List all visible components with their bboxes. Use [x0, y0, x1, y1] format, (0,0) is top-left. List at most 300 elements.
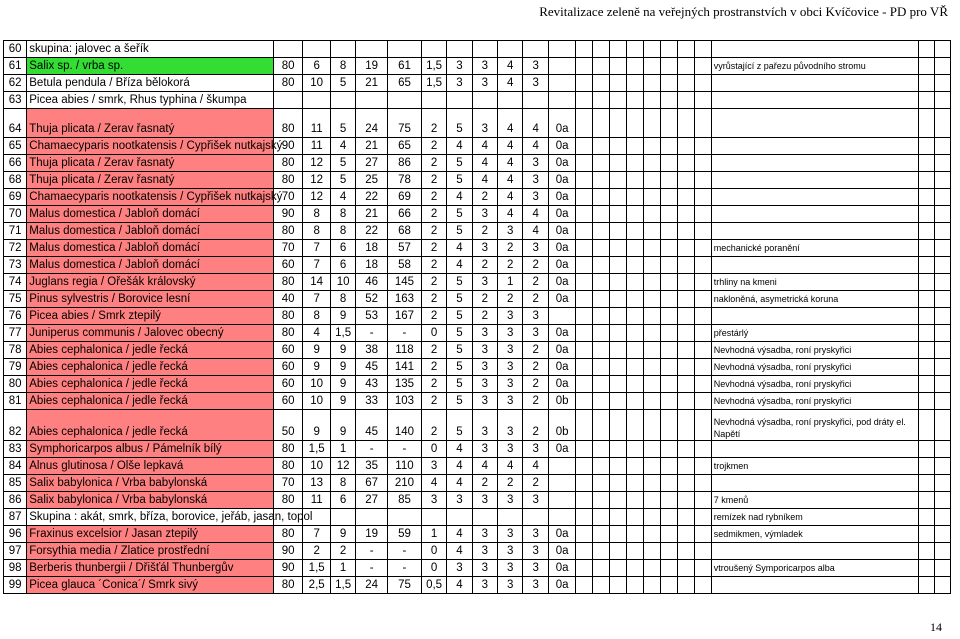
empty-cell: [694, 291, 711, 308]
value-cell: 2: [421, 206, 446, 223]
species-name: Abies cephalonica / jedle řecká: [27, 359, 274, 376]
value-cell: [388, 41, 422, 58]
value-cell: 5: [447, 274, 472, 291]
row-number: 82: [4, 410, 27, 441]
value-cell: 5: [447, 359, 472, 376]
value-cell: [356, 41, 388, 58]
value-cell: 4: [523, 223, 548, 240]
empty-cell: [627, 240, 644, 257]
value-cell: 2: [330, 543, 355, 560]
value-cell: [421, 41, 446, 58]
value-cell: 4: [498, 155, 523, 172]
category-cell: 0a: [548, 223, 576, 240]
empty-cell: [593, 41, 610, 58]
empty-cell: [694, 475, 711, 492]
empty-cell: [627, 172, 644, 189]
empty-cell: [627, 359, 644, 376]
empty-cell: [660, 206, 677, 223]
empty-cell: [644, 58, 661, 75]
value-cell: 60: [273, 359, 303, 376]
empty-cell: [593, 155, 610, 172]
value-cell: 60: [273, 257, 303, 274]
empty-cell: [627, 393, 644, 410]
row-number: 72: [4, 240, 27, 257]
empty-cell: [576, 257, 593, 274]
empty-cell: [644, 109, 661, 138]
empty-cell: [694, 359, 711, 376]
value-cell: 3: [472, 376, 497, 393]
empty-cell: [644, 526, 661, 543]
species-name: Thuja plicata / Zerav řasnatý: [27, 172, 274, 189]
value-cell: [523, 509, 548, 526]
value-cell: 1: [330, 441, 355, 458]
empty-cell: [660, 376, 677, 393]
value-cell: 3: [523, 155, 548, 172]
empty-cell: [919, 560, 935, 577]
empty-cell: [610, 458, 627, 475]
empty-cell: [934, 189, 950, 206]
empty-cell: [576, 206, 593, 223]
empty-cell: [934, 206, 950, 223]
empty-cell: [610, 342, 627, 359]
species-name: Forsythia media / Zlatice prostřední: [27, 543, 274, 560]
empty-cell: [677, 58, 694, 75]
value-cell: [356, 509, 388, 526]
value-cell: 2: [421, 342, 446, 359]
value-cell: 4: [447, 441, 472, 458]
value-cell: 12: [303, 189, 331, 206]
empty-cell: [593, 92, 610, 109]
empty-cell: [677, 274, 694, 291]
category-cell: 0a: [548, 274, 576, 291]
note-cell: [711, 189, 918, 206]
empty-cell: [576, 325, 593, 342]
empty-cell: [576, 308, 593, 325]
empty-cell: [677, 543, 694, 560]
value-cell: 0,5: [421, 577, 446, 594]
value-cell: 2: [523, 393, 548, 410]
table-row: [4, 441, 951, 458]
value-cell: 135: [388, 376, 422, 393]
empty-cell: [644, 92, 661, 109]
empty-cell: [644, 274, 661, 291]
value-cell: 5: [447, 109, 472, 138]
value-cell: [388, 509, 422, 526]
value-cell: 3: [498, 577, 523, 594]
empty-cell: [677, 475, 694, 492]
value-cell: 9: [303, 410, 331, 441]
empty-cell: [610, 41, 627, 58]
empty-cell: [660, 109, 677, 138]
empty-cell: [627, 138, 644, 155]
empty-cell: [677, 342, 694, 359]
value-cell: 2: [523, 359, 548, 376]
empty-cell: [934, 393, 950, 410]
empty-cell: [627, 410, 644, 441]
empty-cell: [576, 509, 593, 526]
value-cell: 90: [273, 560, 303, 577]
value-cell: 4: [523, 138, 548, 155]
value-cell: 19: [356, 526, 388, 543]
category-cell: 0a: [548, 291, 576, 308]
empty-cell: [593, 257, 610, 274]
row-number: 77: [4, 325, 27, 342]
empty-cell: [919, 240, 935, 257]
value-cell: 18: [356, 257, 388, 274]
empty-cell: [694, 92, 711, 109]
category-cell: 0a: [548, 577, 576, 594]
value-cell: 3: [421, 492, 446, 509]
empty-cell: [644, 172, 661, 189]
row-number: 96: [4, 526, 27, 543]
row-number: 71: [4, 223, 27, 240]
value-cell: 80: [273, 492, 303, 509]
empty-cell: [610, 492, 627, 509]
value-cell: 6: [303, 58, 331, 75]
empty-cell: [644, 577, 661, 594]
empty-cell: [919, 308, 935, 325]
empty-cell: [627, 155, 644, 172]
value-cell: 50: [273, 410, 303, 441]
value-cell: 3: [498, 325, 523, 342]
category-cell: [548, 509, 576, 526]
empty-cell: [593, 410, 610, 441]
empty-cell: [677, 393, 694, 410]
empty-cell: [919, 577, 935, 594]
empty-cell: [576, 560, 593, 577]
value-cell: 40: [273, 291, 303, 308]
row-number: 98: [4, 560, 27, 577]
empty-cell: [934, 441, 950, 458]
note-cell: Nevhodná výsadba, roní pryskyřici: [711, 393, 918, 410]
empty-cell: [610, 441, 627, 458]
empty-cell: [593, 189, 610, 206]
value-cell: 8: [330, 291, 355, 308]
category-cell: [548, 458, 576, 475]
value-cell: -: [388, 325, 422, 342]
species-name: skupina: jalovec a šeřík: [27, 41, 274, 58]
table-row: [4, 325, 951, 342]
empty-cell: [610, 109, 627, 138]
row-number: 62: [4, 75, 27, 92]
value-cell: 2: [421, 172, 446, 189]
table-row: [4, 492, 951, 509]
row-number: 87: [4, 509, 27, 526]
row-number: 86: [4, 492, 27, 509]
empty-cell: [644, 359, 661, 376]
value-cell: 3: [447, 58, 472, 75]
note-cell: remízek nad rybníkem: [711, 509, 918, 526]
value-cell: 3: [523, 526, 548, 543]
value-cell: 3: [498, 560, 523, 577]
species-name: Picea abies / Smrk ztepilý: [27, 308, 274, 325]
value-cell: 5: [330, 172, 355, 189]
species-name: Picea glauca ´Conica´/ Smrk sivý: [27, 577, 274, 594]
species-name: Symphoricarpos albus / Pámelník bílý: [27, 441, 274, 458]
value-cell: 3: [447, 75, 472, 92]
note-cell: 7 kmenů: [711, 492, 918, 509]
value-cell: 141: [388, 359, 422, 376]
value-cell: 3: [472, 75, 497, 92]
value-cell: 2: [421, 189, 446, 206]
empty-cell: [610, 560, 627, 577]
empty-cell: [934, 325, 950, 342]
value-cell: 4: [498, 189, 523, 206]
row-number: 64: [4, 109, 27, 138]
value-cell: 1,5: [421, 58, 446, 75]
empty-cell: [576, 155, 593, 172]
empty-cell: [919, 393, 935, 410]
empty-cell: [919, 410, 935, 441]
empty-cell: [627, 274, 644, 291]
value-cell: 7: [303, 257, 331, 274]
category-cell: 0a: [548, 189, 576, 206]
empty-cell: [694, 189, 711, 206]
value-cell: 3: [498, 308, 523, 325]
value-cell: 1,5: [421, 75, 446, 92]
species-name: Thuja plicata / Zerav řasnatý: [27, 155, 274, 172]
value-cell: 1,5: [303, 560, 331, 577]
category-cell: [548, 475, 576, 492]
empty-cell: [934, 526, 950, 543]
value-cell: 2: [421, 257, 446, 274]
table-row: [4, 189, 951, 206]
value-cell: 3: [472, 492, 497, 509]
empty-cell: [677, 172, 694, 189]
value-cell: 2: [523, 291, 548, 308]
empty-cell: [934, 342, 950, 359]
value-cell: 3: [421, 458, 446, 475]
empty-cell: [593, 206, 610, 223]
table-row: [4, 577, 951, 594]
empty-cell: [694, 223, 711, 240]
species-name: Salix babylonica / Vrba babylonská: [27, 475, 274, 492]
value-cell: 45: [356, 359, 388, 376]
empty-cell: [660, 223, 677, 240]
value-cell: -: [388, 543, 422, 560]
category-cell: [548, 92, 576, 109]
empty-cell: [660, 560, 677, 577]
empty-cell: [576, 92, 593, 109]
value-cell: [303, 41, 331, 58]
value-cell: 7: [303, 526, 331, 543]
empty-cell: [677, 560, 694, 577]
empty-cell: [660, 325, 677, 342]
note-cell: [711, 308, 918, 325]
table-row: [4, 509, 951, 526]
empty-cell: [919, 58, 935, 75]
empty-cell: [934, 492, 950, 509]
empty-cell: [660, 441, 677, 458]
value-cell: 11: [303, 492, 331, 509]
value-cell: 61: [388, 58, 422, 75]
value-cell: 11: [303, 109, 331, 138]
value-cell: 3: [523, 172, 548, 189]
value-cell: 45: [356, 410, 388, 441]
value-cell: 2: [523, 257, 548, 274]
empty-cell: [593, 509, 610, 526]
empty-cell: [627, 342, 644, 359]
empty-cell: [660, 240, 677, 257]
category-cell: 0a: [548, 206, 576, 223]
empty-cell: [934, 308, 950, 325]
category-cell: 0a: [548, 257, 576, 274]
value-cell: -: [388, 441, 422, 458]
value-cell: 80: [273, 458, 303, 475]
empty-cell: [627, 560, 644, 577]
empty-cell: [610, 223, 627, 240]
note-cell: Nevhodná výsadba, roní pryskyřici: [711, 342, 918, 359]
note-cell: Nevhodná výsadba, roní pryskyřici: [711, 359, 918, 376]
empty-cell: [610, 509, 627, 526]
value-cell: 4: [447, 189, 472, 206]
value-cell: 5: [447, 308, 472, 325]
empty-cell: [576, 172, 593, 189]
value-cell: 3: [498, 410, 523, 441]
value-cell: 5: [447, 291, 472, 308]
empty-cell: [627, 492, 644, 509]
empty-cell: [593, 274, 610, 291]
category-cell: 0a: [548, 441, 576, 458]
value-cell: -: [356, 441, 388, 458]
empty-cell: [576, 359, 593, 376]
value-cell: 3: [472, 58, 497, 75]
value-cell: 43: [356, 376, 388, 393]
value-cell: 9: [330, 410, 355, 441]
value-cell: [421, 92, 446, 109]
empty-cell: [610, 172, 627, 189]
row-number: 78: [4, 342, 27, 359]
empty-cell: [934, 509, 950, 526]
empty-cell: [610, 274, 627, 291]
note-cell: [711, 138, 918, 155]
value-cell: 22: [356, 223, 388, 240]
value-cell: 2: [472, 475, 497, 492]
value-cell: 5: [447, 223, 472, 240]
empty-cell: [694, 172, 711, 189]
note-cell: Nevhodná výsadba, roní pryskyřici: [711, 376, 918, 393]
species-name: Abies cephalonica / jedle řecká: [27, 410, 274, 441]
value-cell: 8: [303, 223, 331, 240]
value-cell: 69: [388, 189, 422, 206]
table-row: [4, 291, 951, 308]
empty-cell: [919, 75, 935, 92]
species-name: Salix sp. / vrba sp.: [27, 58, 274, 75]
value-cell: 6: [330, 240, 355, 257]
empty-cell: [694, 509, 711, 526]
empty-cell: [593, 342, 610, 359]
note-cell: [711, 577, 918, 594]
value-cell: [303, 92, 331, 109]
empty-cell: [919, 509, 935, 526]
value-cell: 3: [523, 75, 548, 92]
value-cell: 2: [421, 393, 446, 410]
value-cell: 5: [447, 410, 472, 441]
value-cell: 3: [447, 560, 472, 577]
value-cell: 1,5: [330, 577, 355, 594]
empty-cell: [934, 376, 950, 393]
value-cell: 90: [273, 543, 303, 560]
empty-cell: [919, 543, 935, 560]
value-cell: 10: [303, 75, 331, 92]
empty-cell: [694, 577, 711, 594]
value-cell: 103: [388, 393, 422, 410]
empty-cell: [919, 92, 935, 109]
value-cell: 10: [303, 458, 331, 475]
row-number: 61: [4, 58, 27, 75]
value-cell: 8: [303, 206, 331, 223]
value-cell: 3: [472, 206, 497, 223]
empty-cell: [610, 92, 627, 109]
empty-cell: [694, 308, 711, 325]
species-name: Chamaecyparis nootkatensis / Cypřišek nutkajský: [27, 189, 274, 206]
empty-cell: [660, 543, 677, 560]
value-cell: 3: [472, 359, 497, 376]
value-cell: 22: [356, 189, 388, 206]
empty-cell: [644, 138, 661, 155]
species-name: Abies cephalonica / jedle řecká: [27, 342, 274, 359]
category-cell: 0a: [548, 526, 576, 543]
value-cell: 0: [421, 325, 446, 342]
value-cell: 8: [330, 206, 355, 223]
value-cell: 1: [330, 560, 355, 577]
value-cell: 2: [472, 223, 497, 240]
table-row: [4, 308, 951, 325]
empty-cell: [576, 75, 593, 92]
value-cell: 1: [421, 526, 446, 543]
value-cell: 4: [498, 75, 523, 92]
value-cell: 3: [498, 359, 523, 376]
species-name: Salix babylonica / Vrba babylonská: [27, 492, 274, 509]
value-cell: 2: [421, 240, 446, 257]
value-cell: 3: [472, 543, 497, 560]
empty-cell: [677, 189, 694, 206]
note-cell: nakloněná, asymetrická koruna: [711, 291, 918, 308]
value-cell: 2: [523, 475, 548, 492]
value-cell: 4: [498, 206, 523, 223]
value-cell: 3: [472, 325, 497, 342]
species-name: Pinus sylvestris / Borovice lesní: [27, 291, 274, 308]
value-cell: 3: [498, 526, 523, 543]
empty-cell: [677, 376, 694, 393]
value-cell: 80: [273, 308, 303, 325]
empty-cell: [644, 475, 661, 492]
empty-cell: [934, 109, 950, 138]
empty-cell: [576, 458, 593, 475]
empty-cell: [627, 376, 644, 393]
category-cell: 0a: [548, 359, 576, 376]
value-cell: 78: [388, 172, 422, 189]
value-cell: 12: [330, 458, 355, 475]
empty-cell: [694, 458, 711, 475]
empty-cell: [660, 274, 677, 291]
empty-cell: [919, 155, 935, 172]
category-cell: [548, 492, 576, 509]
value-cell: [472, 509, 497, 526]
value-cell: 4: [447, 138, 472, 155]
empty-cell: [610, 240, 627, 257]
value-cell: 5: [447, 206, 472, 223]
empty-cell: [919, 291, 935, 308]
value-cell: [447, 41, 472, 58]
value-cell: 3: [447, 492, 472, 509]
row-number: 85: [4, 475, 27, 492]
empty-cell: [610, 189, 627, 206]
table-row: [4, 560, 951, 577]
empty-cell: [644, 376, 661, 393]
empty-cell: [934, 172, 950, 189]
value-cell: 2: [421, 155, 446, 172]
